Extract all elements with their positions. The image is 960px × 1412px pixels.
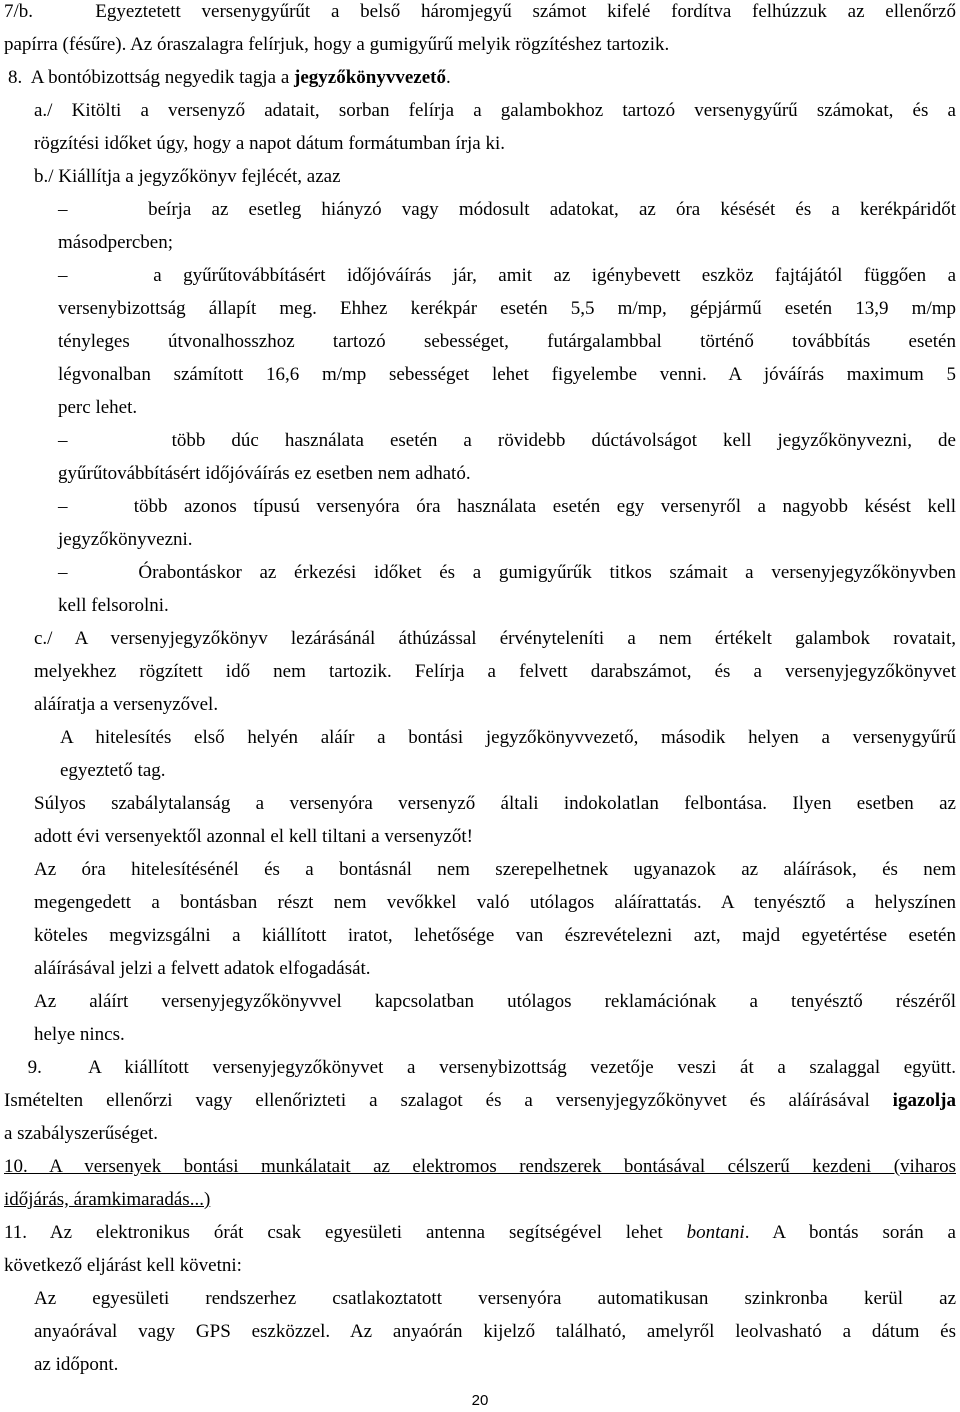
text: légvonalban számított 16,6 m/mp sebességet lehet figyelembe venni. A jóváírás maximum 5: [58, 364, 956, 385]
text: Súlyos szabálytalanság a versenyóra versenyző általi indokolatlan felbontása. Ilyen esetben az: [34, 793, 956, 814]
text: a./ Kitölti a versenyző adatait, sorban felírja a galambokhoz tartozó versenygyűrű számokat, és a: [34, 100, 956, 121]
bullet-5-line-2: [58, 594, 169, 618]
violation-line-2: [34, 825, 473, 849]
text: gyűrűtovábbításért időjóváírás ez esetben nem adható.: [58, 463, 471, 484]
text: b./ Kiállítja a jegyzőkönyv fejlécét, azaz: [34, 166, 341, 187]
text: 8. A bontóbizottság negyedik tagja a: [8, 67, 295, 88]
text: perc lehet.: [58, 397, 138, 418]
text: köteles megvizsgálni a kiállított iratot, lehetősége van észrevételezni azt, majd egyetértése esetén: [34, 925, 956, 946]
item-11-line-1: [4, 1221, 956, 1245]
text: melyekhez rögzített idő nem tartozik. Felírja a felvett darabszámot, és a versenyjegyzőkönyvet: [34, 661, 956, 682]
text: jegyzőkönyvezni.: [58, 529, 193, 550]
bontani-emphasis: bontani: [686, 1222, 745, 1243]
bullet-2-line-4: [58, 363, 956, 387]
text: következő eljárást kell követni:: [4, 1255, 242, 1276]
signatures-line-1: [34, 858, 956, 882]
text: helye nincs.: [34, 1024, 125, 1045]
item-8a-line-1: [34, 99, 956, 123]
text: kell felsorolni.: [58, 595, 169, 616]
violation-line-1: [34, 792, 956, 816]
item-8a-line-2: [34, 132, 505, 156]
bullet-2-line-2: [58, 297, 956, 321]
text: A hitelesítés első helyén aláír a bontási jegyzőkönyvvezető, második helyen a versenygyűrű: [60, 727, 956, 748]
item-8c-line-2: [34, 660, 956, 684]
text: c./ A versenyjegyzőkönyv lezárásánál áthúzással érvényteleníti a nem értékelt galambok rovatait,: [34, 628, 956, 649]
bullet-1-line-1: [58, 198, 956, 222]
bullet-2-line-3: [58, 330, 956, 354]
text: 7/b. Egyeztetett versenygyűrűt a belső háromjegyű számot kifelé fordítva felhúzzuk az ellenőrző: [4, 1, 956, 22]
text: versenybizottság állapít meg. Ehhez kerékpár esetén 5,5 m/mp, gépjármű esetén 13,9 m/mp: [58, 298, 956, 319]
bullet-2-line-5: [58, 396, 137, 420]
item-8b-heading: [34, 165, 341, 189]
text: a szabályszerűséget.: [4, 1123, 159, 1144]
text: Az egyesületi rendszerhez csatlakoztatott versenyóra automatikusan szinkronba kerül az: [34, 1288, 956, 1309]
reclamation-line-2: [34, 1023, 125, 1047]
authentication-line-2: [60, 759, 166, 783]
item-9-line-2: [4, 1089, 956, 1113]
reclamation-line-1: [34, 990, 956, 1014]
bullet-2-line-1: [58, 264, 956, 288]
text: időjárás, áramkimaradás...): [4, 1189, 211, 1210]
item-11-detail-line-2: [34, 1320, 956, 1344]
text: 9. A kiállított versenyjegyzőkönyvet a versenybizottság vezetője veszi át a szalaggal együtt.: [4, 1057, 956, 1078]
bullet-1-line-2: [58, 231, 173, 255]
text: .: [445, 67, 451, 88]
paragraph-7b-line-2: [4, 33, 669, 57]
text: – a gyűrűtovábbításért időjóváírás jár, amit az igénybevett eszköz fajtájától függően a: [58, 265, 956, 286]
authentication-line-1: [60, 726, 956, 750]
text: adott évi versenyektől azonnal el kell tiltani a versenyzőt!: [34, 826, 473, 847]
text: Ismételten ellenőrzi vagy ellenőrizteti a szalagot és a versenyjegyzőkönyvet és aláírásával: [4, 1090, 893, 1111]
text: az időpont.: [34, 1354, 119, 1375]
page-number: 20: [471, 1392, 489, 1409]
text: – Órabontáskor az érkezési időket és a gumigyűrűk titkos számait a versenyjegyzőkönyvben: [58, 562, 956, 583]
text: megengedett a bontásban részt nem vevőkkel való utólagos aláírattatás. A tenyésztő a helyszínen: [34, 892, 956, 913]
text: . A bontás során a: [744, 1222, 956, 1243]
text: rögzítési időket úgy, hogy a napot dátum formátumban írja ki.: [34, 133, 506, 154]
text: Az óra hitelesítésénél és a bontásnál nem szerepelhetnek ugyanazok az aláírások, és nem: [34, 859, 956, 880]
item-11-detail-line-1: [34, 1287, 956, 1311]
paragraph-7b-line-1: [4, 0, 956, 24]
bullet-5-line-1: [58, 561, 956, 585]
signatures-line-2: [34, 891, 956, 915]
text: egyeztető tag.: [60, 760, 166, 781]
signatures-line-4: [34, 957, 371, 981]
text: tényleges útvonalhosszhoz tartozó sebességet, futárgalambbal történő továbbítás esetén: [58, 331, 956, 352]
item-10-line-1: [4, 1155, 956, 1179]
text: 11. Az elektronikus órát csak egyesületi antenna segítségével lehet: [4, 1222, 687, 1243]
text: másodpercben;: [58, 232, 174, 253]
text: Az aláírt versenyjegyzőkönyvvel kapcsolatban utólagos reklamációnak a tenyésztő részéről: [34, 991, 956, 1012]
igazolja-emphasis: igazolja: [892, 1090, 956, 1111]
text: anyaórával vagy GPS eszközzel. Az anyaórán kijelző található, amelyről leolvasható a dátum és: [34, 1321, 956, 1342]
bullet-4-line-2: [58, 528, 193, 552]
bullet-4-line-1: [58, 495, 956, 519]
text: – beírja az esetleg hiányzó vagy módosult adatokat, az óra késését és a kerékpáridőt: [58, 199, 956, 220]
text: papírra (fésűre). Az óraszalagra felírjuk, hogy a gumigyűrű melyik rögzítéshez tartozik.: [4, 34, 670, 55]
item-8c-line-1: [34, 627, 956, 651]
text: aláírásával jelzi a felvett adatok elfogadását.: [34, 958, 371, 979]
text: 10. A versenyek bontási munkálatait az elektromos rendszerek bontásával célszerű kezdeni (viharos: [4, 1156, 956, 1177]
item-10-line-2: [4, 1188, 210, 1212]
text: aláíratja a versenyzővel.: [34, 694, 219, 715]
text: – több azonos típusú versenyóra óra használata esetén egy versenyről a nagyobb késést kell: [58, 496, 956, 517]
signatures-line-3: [34, 924, 956, 948]
item-8-heading: [8, 66, 451, 90]
text: – több dúc használata esetén a rövidebb dúctávolságot kell jegyzőkönyvezni, de: [58, 430, 956, 451]
item-11-line-2: [4, 1254, 242, 1278]
bullet-3-line-1: [58, 429, 956, 453]
jegyzokonyvvezeto-emphasis: jegyzőkönyvvezető: [294, 67, 446, 88]
item-9-line-1: [4, 1056, 956, 1080]
item-8c-line-3: [34, 693, 218, 717]
item-9-line-3: [4, 1122, 158, 1146]
bullet-3-line-2: [58, 462, 471, 486]
item-11-detail-line-3: [34, 1353, 118, 1377]
